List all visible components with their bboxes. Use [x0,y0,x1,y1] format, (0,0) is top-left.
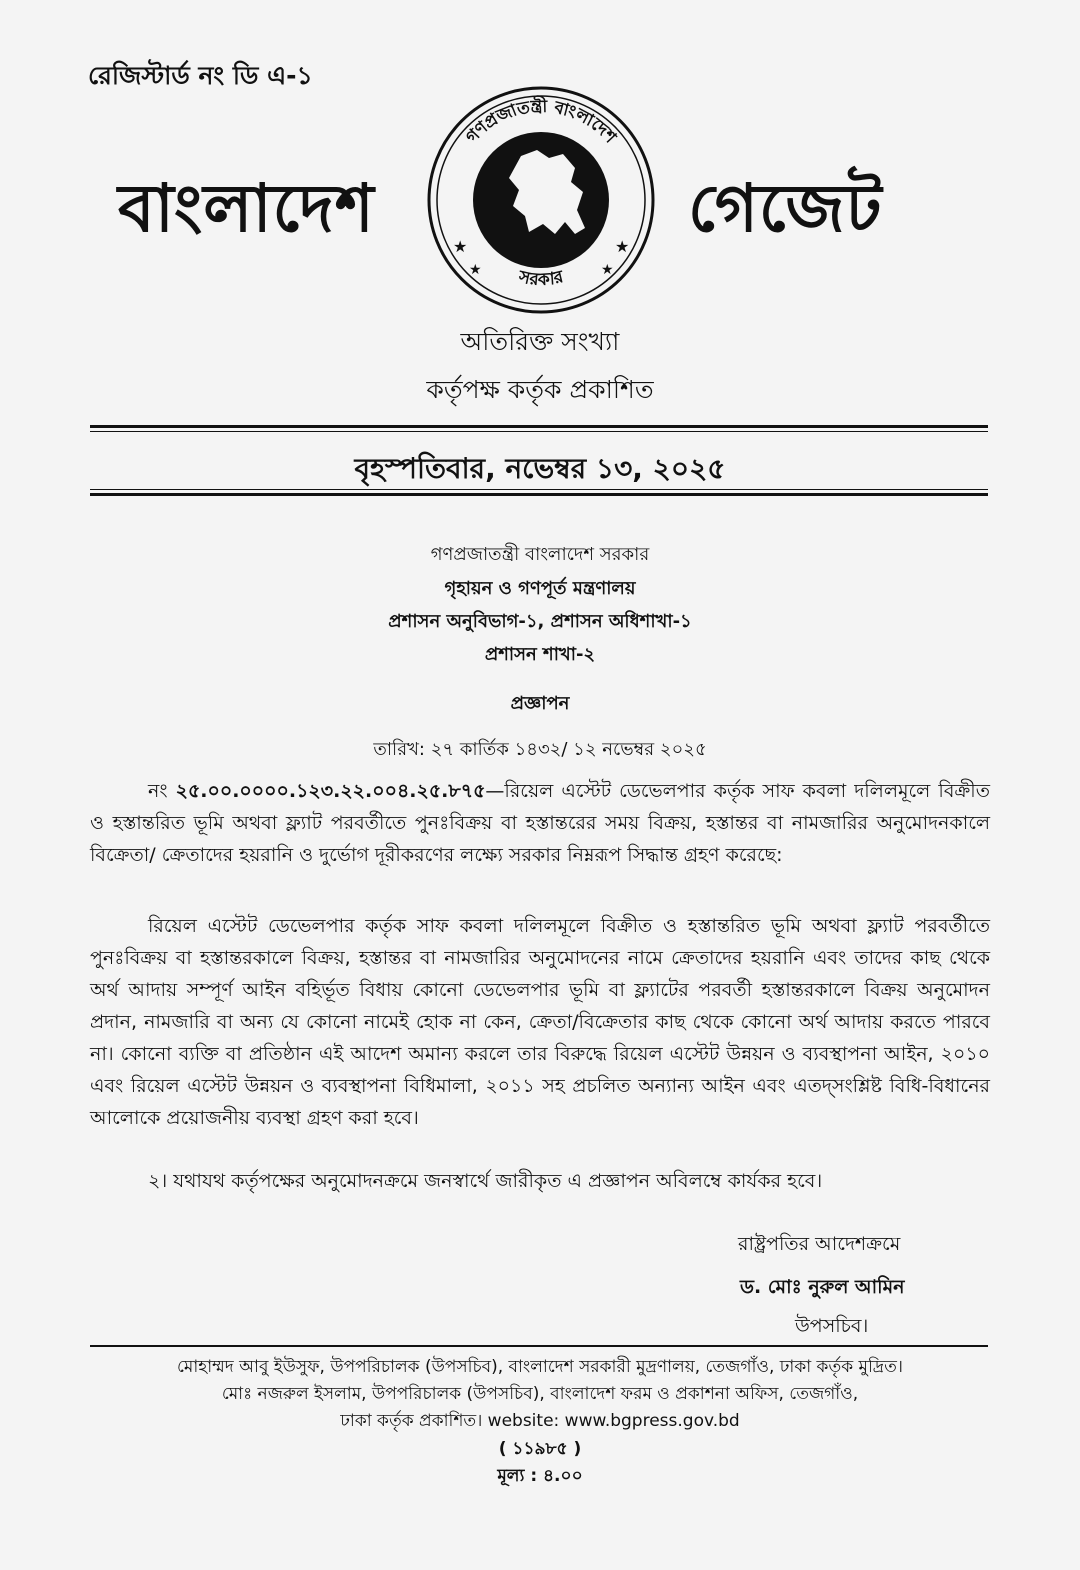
signatory-designation: উপসচিব। [795,1315,869,1337]
ministry-name: গৃহায়ন ও গণপূর্ত মন্ত্রণালয় [444,578,636,599]
publisher-line: মোঃ নজরুল ইসলাম, উপপরিচালক (উপসচিব), বাংলাদেশ ফরম ও প্রকাশনা অফিস, তেজগাঁও, [221,1384,859,1404]
svg-text:সরকার [516,267,566,291]
star-icon: ★ [469,262,482,278]
signatory-name: ড. মোঃ নুরুল আমিন [740,1276,905,1298]
seal-bottom-text: সরকার [516,266,566,291]
publisher-website-line: ঢাকা কর্তৃক প্রকাশিত। website: www.bgpress.gov.bd [340,1411,740,1431]
memo-number: ২৫.০০.০০০০.১২৩.২২.০০৪.২৫.৮৭৫ [175,780,486,802]
seal-top-text: গণপ্রজাতন্ত্রী বাংলাদেশ [462,96,620,148]
printer-line: মোহাম্মদ আবু ইউসুফ, উপপরিচালক (উপসচিব), বাংলাদেশ সরকারী মুদ্রণালয়, তেজগাঁও, ঢাকা কর্তৃক মুদ্রিত। [177,1357,903,1377]
issue-date: বৃহস্পতিবার, নভেম্বর ১৩, ২০২৫ [354,452,726,485]
notice-title: প্রজ্ঞাপন [510,693,570,714]
presidential-order: রাষ্ট্রপতির আদেশক্রমে [738,1233,901,1255]
star-icon: ★ [601,262,614,278]
government-seal [425,84,657,316]
page-number: ( ১১৯৮৫ ) [498,1439,582,1459]
paragraph-1-text: —রিয়েল এস্টেট ডেভেলপার কর্তৃক সাফ কবলা দলিলমূলে বিক্রীত ও হস্তান্তরিত ভূমি অথবা ফ্ল্যাট পরবর্তীতে পুনঃবিক্রয় বা হস্তান্তরের সময় বিক্রয়, হস্তান্তর বা নামজারির অনুমোদনকালে বিক্রেতা/ ক্রেতাদের হয়রানি ও দুর্ভোগ দূরীকরণের লক্ষ্যে সরকার নিম্নরূপ সিদ্ধান্ত গ্রহণ করেছে: [90,780,991,866]
paragraph-2: রিয়েল এস্টেট ডেভেলপার কর্তৃক সাফ কবলা দলিলমূলে বিক্রীত ও হস্তান্তরিত ভূমি অথবা ফ্ল্যাট পরবর্তীতে পুনঃবিক্রয় বা হস্তান্তরকালে বিক্রয়, হস্তান্তর বা নামজারির অনুমোদনের নামে ক্রেতাদের হয়রানি এবং তাদের কাছ থেকে অর্থ আদায় সম্পূর্ণ আইন বহির্ভূত বিধায় কোনো ডেভেলপার ভূমি বা ফ্ল্যাটের পরবর্তী হস্তান্তরকালে বিক্রয় অনুমোদন প্রদান, নামজারি বা অন্য যে কোনো নামেই হোক না কেন, ক্রেতা/বিক্রেতার কাছ থেকে কোনো অর্থ আদায় করতে পারবে না। কোনো ব্যক্তি বা প্রতিষ্ঠান এই আদেশ অমান্য করলে তার বিরুদ্ধে রিয়েল এস্টেট উন্নয়ন ও ব্যবস্থাপনা আইন, ২০১০ এবং রিয়েল এস্টেট উন্নয়ন ও ব্যবস্থাপনা বিধিমালা, ২০১১ সহ প্রচলিত অন্যান্য আইন এবং এতদ্‌সংশ্লিষ্ট বিধি-বিধানের আলোকে প্রয়োজনীয় ব্যবস্থা গ্রহণ করা হবে। [90,915,990,1129]
paragraph-3: ২। যথাযথ কর্তৃপক্ষের অনুমোদনক্রমে জনস্বার্থে জারীকৃত এ প্রজ্ঞাপন অবিলম্বে কার্যকর হবে। [148,1170,823,1192]
star-icon: ★ [453,237,468,256]
extraordinary-issue: অতিরিক্ত সংখ্যা [460,327,620,356]
price: মূল্য : ৪.০০ [497,1466,583,1486]
divider [90,493,988,496]
administration-branch: প্রশাসন শাখা-২ [484,644,596,665]
divider [90,1345,988,1347]
registration-number: রেজিস্টার্ড নং ডি এ-১ [88,61,313,90]
government-name: গণপ্রজাতন্ত্রী বাংলাদেশ সরকার [430,544,650,565]
memo-prefix: নং [148,780,176,802]
published-by-authority: কর্তৃপক্ষ কর্তৃক প্রকাশিত [426,375,654,404]
administration-division: প্রশাসন অনুবিভাগ-১, প্রশাসন অধিশাখা-১ [388,611,692,632]
gazette-title-left: বাংলাদেশ [118,170,375,247]
gazette-title-right: গেজেট [688,170,883,247]
divider [90,431,988,432]
paragraph-1 [90,775,990,871]
star-icon: ★ [615,237,630,256]
notice-date: তারিখ: ২৭ কার্তিক ১৪৩২/ ১২ নভেম্বর ২০২৫ [373,739,707,760]
divider [90,425,988,428]
divider [90,489,988,490]
